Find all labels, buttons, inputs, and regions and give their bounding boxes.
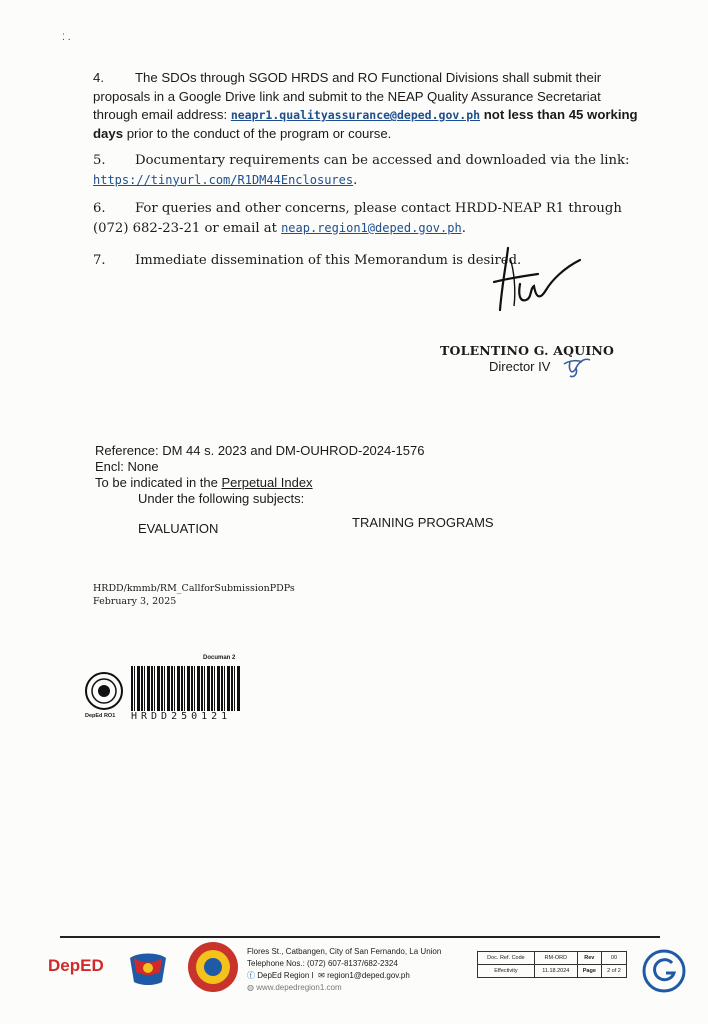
item-number: 7. bbox=[93, 253, 106, 268]
facebook-icon: ⓕ bbox=[247, 971, 255, 980]
file-code: HRDD/kmmb/RM_CallforSubmissionPDPs bbox=[93, 583, 295, 594]
seal-icon bbox=[84, 671, 124, 711]
barcode bbox=[131, 666, 241, 711]
file-date: February 3, 2025 bbox=[93, 596, 177, 607]
email-link[interactable]: neapr1.qualityassurance@deped.gov.ph bbox=[230, 108, 481, 122]
stamp-top-label: Documan 2 bbox=[203, 655, 236, 661]
item-number: 6. bbox=[93, 201, 106, 216]
signatory-name: TOLENTINO G. AQUINO bbox=[440, 343, 615, 358]
deped-logo: DepED bbox=[48, 956, 104, 975]
social-line: ⓕ DepEd Region I ✉ region1@deped.gov.ph bbox=[247, 971, 410, 980]
subject-evaluation: EVALUATION bbox=[138, 521, 219, 536]
barcode-text: HRDD250121 bbox=[131, 711, 232, 722]
deped-region-seal-icon bbox=[187, 941, 239, 993]
philippine-emblem-icon bbox=[124, 948, 172, 988]
footer-rule bbox=[60, 936, 660, 938]
item-5: 5. Documentary requirements can be accessed and downloaded via the link: https://tinyurl.com/R1DM44Enclosures. bbox=[93, 153, 630, 188]
certification-logo-icon bbox=[642, 949, 686, 993]
perpetual-index: Perpetual Index bbox=[221, 475, 313, 490]
seal-label: DepEd RO1 bbox=[85, 713, 116, 719]
email-icon: ✉ bbox=[318, 971, 325, 980]
signatory-title: Director IV bbox=[489, 359, 551, 374]
reference-line: Reference: DM 44 s. 2023 and DM-OUHROD-2024-1576 bbox=[95, 443, 425, 458]
footer-contact bbox=[247, 946, 441, 994]
item-6: 6. For queries and other concerns, please contact HRDD-NEAP R1 through (072) 682-23-21 or email at neap.region1@deped.gov.ph. bbox=[93, 201, 622, 236]
website-line: ◍ www.depedregion1.com bbox=[247, 983, 342, 992]
neap-email-link[interactable]: neap.region1@deped.gov.ph bbox=[281, 220, 462, 235]
corner-specks: ⁚ . bbox=[62, 33, 71, 43]
address-line: Flores St., Catbangen, City of San Fernando, La Union bbox=[247, 947, 442, 956]
enclosure-line: Encl: None bbox=[95, 459, 159, 474]
enclosures-link[interactable]: https://tinyurl.com/R1DM44Enclosures bbox=[93, 172, 354, 187]
signature-image bbox=[480, 240, 590, 330]
item-4: 4. The SDOs through SGOD HRDS and RO Functional Divisions shall submit their proposals in a Google Drive link and submit to the NEAP Quality Assurance Secretariat through email address: neapr1.qualityassurance@deped.gov.ph not less than 45 working days prior to the conduct of the program or course. bbox=[93, 70, 638, 141]
item-number: 5. bbox=[93, 153, 106, 168]
subject-training-programs: TRAINING PROGRAMS bbox=[352, 515, 494, 530]
subjects-intro: Under the following subjects: bbox=[138, 491, 305, 506]
item-number: 4. bbox=[93, 70, 104, 85]
index-line: To be indicated in the Perpetual Index bbox=[95, 475, 313, 490]
doc-reference-table: Doc. Ref. Code RM-ORD Rev 00 Effectivity 11.18.2024 Page 2 of 2 bbox=[477, 951, 627, 978]
globe-icon: ◍ bbox=[247, 983, 254, 992]
initial-mark bbox=[560, 356, 594, 380]
telephone-line: Telephone Nos.: (072) 607-8137/682-2324 bbox=[247, 959, 398, 968]
item-7: 7. Immediate dissemination of this Memorandum is desired. bbox=[93, 252, 641, 271]
